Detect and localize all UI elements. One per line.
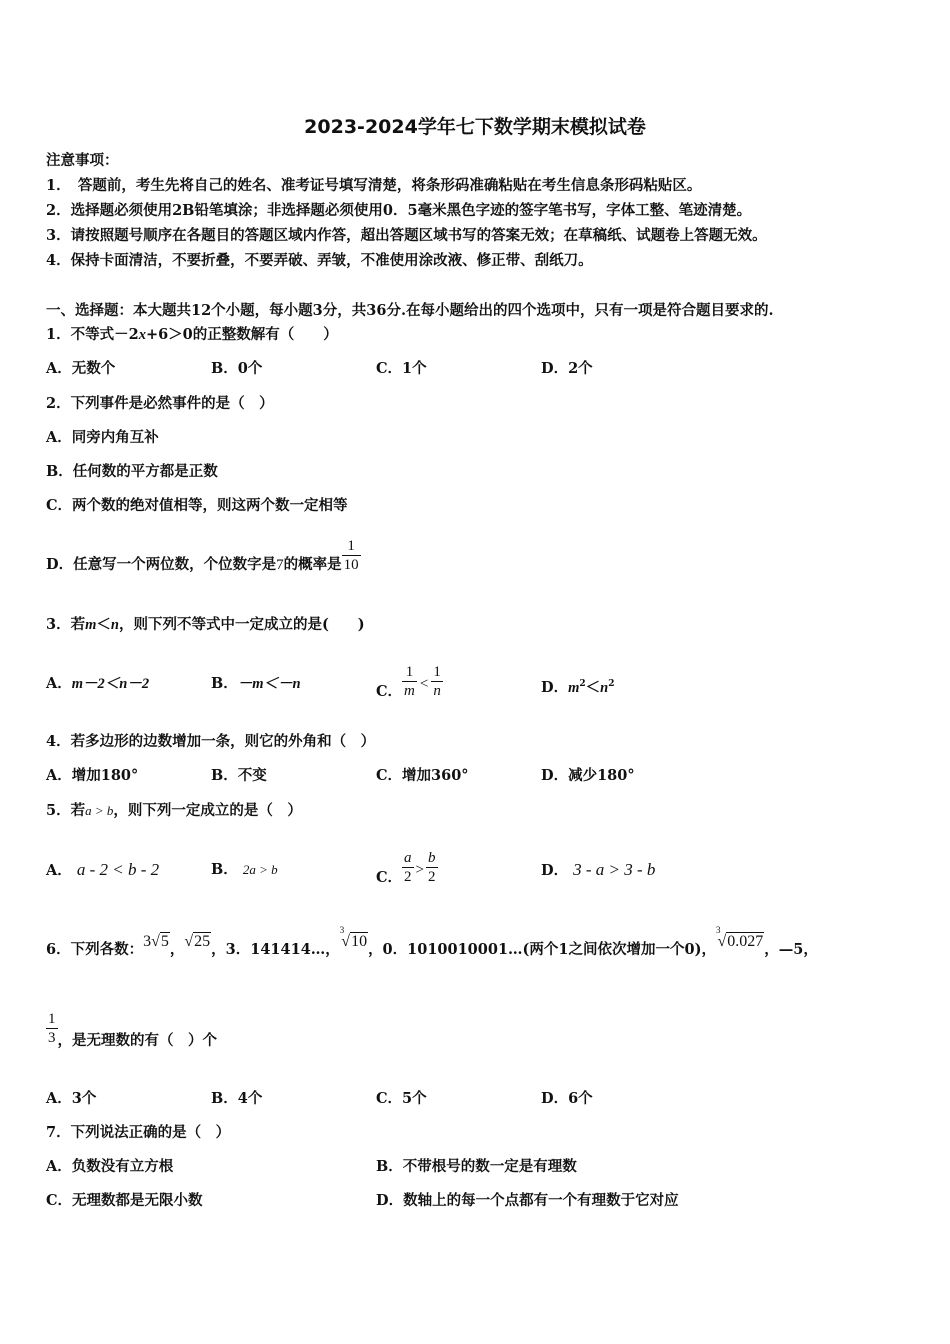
q6-stem: [46, 925, 818, 960]
q5-stem-post: ，则下列一定成立的是（ ）: [113, 802, 302, 819]
q5-c-frac2-num: b: [428, 849, 436, 866]
q4-stem: 4．若多边形的边数增加一条，则它的外角和（ ）: [46, 733, 376, 750]
notice-item-4: 4．保持卡面清洁，不要折叠，不要弄破、弄皱，不准使用涂改液、修正带、刮纸刀。: [46, 252, 593, 269]
q7-option-b: B．不带根号的数一定是有理数: [376, 1158, 577, 1175]
q3-c-label: C．: [376, 683, 403, 700]
q5-c-label: C．: [376, 869, 403, 886]
q4-option-d: D．减少180°: [541, 767, 635, 784]
q6-num-4-radicand: 10: [351, 933, 368, 950]
q5-option-b: [211, 860, 278, 880]
q5-option-c: [376, 849, 438, 888]
q6-num-7: ，—5，: [764, 941, 818, 958]
q5-c-frac1: [402, 849, 414, 886]
q7-option-a: A．负数没有立方根: [46, 1158, 174, 1175]
q5-a-expr: a - 2 < b - 2: [76, 860, 160, 879]
q1-option-b: B．0个: [211, 360, 263, 377]
q1-variable: x: [138, 327, 146, 343]
q3-d-base2: n: [600, 679, 609, 696]
q6-num-1-coef: 3: [143, 933, 152, 950]
q3-var-n: n: [110, 617, 119, 633]
q1-stem-pre: 1．不等式－2: [46, 326, 139, 343]
q7-option-c: C．无理数都是无限小数: [46, 1192, 203, 1209]
q3-c-op: <: [419, 676, 429, 692]
q3-lt: ＜: [96, 616, 111, 633]
q3-a-label: A．: [46, 675, 72, 692]
q3-c-frac2-den: n: [433, 682, 441, 699]
q2-stem: 2．下列事件是必然事件的是（ ）: [46, 395, 274, 412]
q6-num-3: ，3．141414…，: [211, 941, 340, 958]
q5-option-a: [46, 860, 159, 881]
q2-option-d: [46, 537, 361, 575]
q6-num-4: $^3$√10: [339, 925, 368, 950]
q5-stem-expr: a > b: [85, 803, 114, 818]
q2-option-a: A．同旁内角互补: [46, 429, 159, 446]
q2-d-pre: D．任意写一个两位数，个位数字是: [46, 556, 277, 573]
q6-sep-1: ，: [169, 941, 185, 958]
q1-stem: [46, 325, 338, 345]
q1-stem-post: +6＞0的正整数解有（ ）: [145, 326, 338, 343]
q2-d-mid: 的概率是: [283, 556, 342, 573]
q6-num-1: 3√5: [143, 933, 169, 950]
q7-option-d: D．数轴上的每一个点都有一个有理数于它对应: [376, 1192, 679, 1209]
q5-d-expr: 3 - a > 3 - b: [573, 860, 656, 879]
q3-stem-post: ，则下列不等式中一定成立的是( ): [118, 616, 365, 633]
page-title: 2023-2024学年七下数学期末模拟试卷: [304, 116, 646, 138]
q3-stem: [46, 615, 365, 635]
q1-option-a: A．无数个: [46, 360, 116, 377]
q3-a-expr: m－2＜n－2: [71, 676, 150, 692]
q4-option-b: B．不变: [211, 767, 267, 784]
q5-c-frac2: [426, 849, 438, 886]
q4-option-a: A．增加180°: [46, 767, 139, 784]
q5-b-expr: 2a > b: [242, 862, 278, 877]
q5-c-op: >: [415, 862, 425, 878]
q6-option-d: D．6个: [541, 1090, 593, 1107]
q6-option-b: B．4个: [211, 1090, 263, 1107]
q5-c-frac2-den: 2: [428, 868, 436, 885]
q3-c-frac1-den: m: [404, 682, 415, 699]
q5-c-frac1-den: 2: [404, 868, 412, 885]
q6-fraction-den: 3: [48, 1029, 56, 1046]
q3-d-op: ＜: [585, 678, 601, 696]
q3-option-a: [46, 674, 149, 694]
q6-option-a: A．3个: [46, 1090, 97, 1107]
q7-stem: 7．下列说法正确的是（ ）: [46, 1124, 231, 1141]
q3-c-frac1-num: 1: [405, 663, 414, 680]
q5-option-d: [541, 860, 655, 881]
q6-num-6-radicand: 0.027: [727, 933, 764, 950]
q6-stem-post: ，是无理数的有（ ）个: [57, 1032, 217, 1049]
q2-option-c: C．两个数的绝对值相等，则这两个数一定相等: [46, 497, 348, 514]
notice-heading: 注意事项：: [46, 152, 119, 169]
q6-fraction: [46, 1010, 58, 1047]
q2-d-number: 7: [276, 557, 284, 573]
q5-b-label: B．: [211, 861, 238, 878]
notice-item-1: 1． 答题前，考生先将自己的姓名、准考证号填写清楚，将条形码准确粘贴在考生信息条形码粘贴区。: [46, 177, 702, 194]
q2-option-b: B．任何数的平方都是正数: [46, 463, 218, 480]
q2-d-fraction: [342, 537, 361, 574]
q3-c-frac2-num: 1: [433, 663, 441, 680]
q5-a-label: A．: [46, 862, 72, 879]
q3-option-b: [211, 674, 301, 694]
q3-b-expr: －m＜－n: [237, 676, 301, 692]
q6-num-6-index: 3: [715, 925, 721, 935]
notice-item-3: 3．请按照题号顺序在各题目的答题区域内作答，超出答题区域书写的答案无效；在草稿纸、试题卷上答题无效。: [46, 227, 767, 244]
q6-num-6: $^3$√0.027: [715, 925, 764, 950]
q5-d-label: D．: [541, 862, 569, 879]
q3-c-frac2: [431, 663, 443, 700]
q6-num-4-index: 3: [339, 925, 345, 935]
q3-var-m: m: [85, 617, 97, 633]
q6-option-c: C．5个: [376, 1090, 427, 1107]
q3-d-label: D．: [541, 678, 569, 696]
q3-c-frac1: [402, 663, 417, 700]
q6-num-2-radicand: 25: [194, 933, 211, 950]
q3-d-exp1: 2: [579, 679, 586, 689]
q3-option-d: [541, 674, 614, 698]
q3-d-exp2: 2: [608, 679, 615, 689]
q1-option-d: D．2个: [541, 360, 593, 377]
q1-option-c: C．1个: [376, 360, 427, 377]
q3-stem-pre: 3．若: [46, 616, 86, 633]
q5-stem-pre: 5．若: [46, 802, 86, 819]
q6-num-1-radicand: 5: [160, 933, 169, 950]
q6-stem-cont: [46, 1010, 217, 1051]
q5-c-frac1-num: a: [404, 849, 412, 866]
q6-num-5: ，0．1010010001…(两个1之间依次增加一个0)，: [368, 941, 716, 958]
q6-stem-pre: 6．下列各数：: [46, 941, 144, 958]
q5-stem: [46, 801, 302, 821]
q6-num-2: √25: [184, 933, 211, 950]
notice-item-2: 2．选择题必须使用2B铅笔填涂；非选择题必须使用0．5毫米黑色字迹的签字笔书写，字体工整、笔迹清楚。: [46, 202, 752, 219]
q3-b-label: B．: [211, 675, 238, 692]
q4-option-c: C．增加360°: [376, 767, 469, 784]
section-heading: 一、选择题：本大题共12个小题，每小题3分，共36分.在每小题给出的四个选项中，只有一项是符合题目要求的.: [46, 302, 774, 319]
q2-d-numerator: 1: [347, 537, 355, 554]
q2-d-denominator: 10: [343, 556, 359, 573]
q3-d-base1: m: [568, 679, 580, 696]
q6-fraction-num: 1: [48, 1010, 56, 1027]
q3-option-c: [376, 663, 443, 702]
